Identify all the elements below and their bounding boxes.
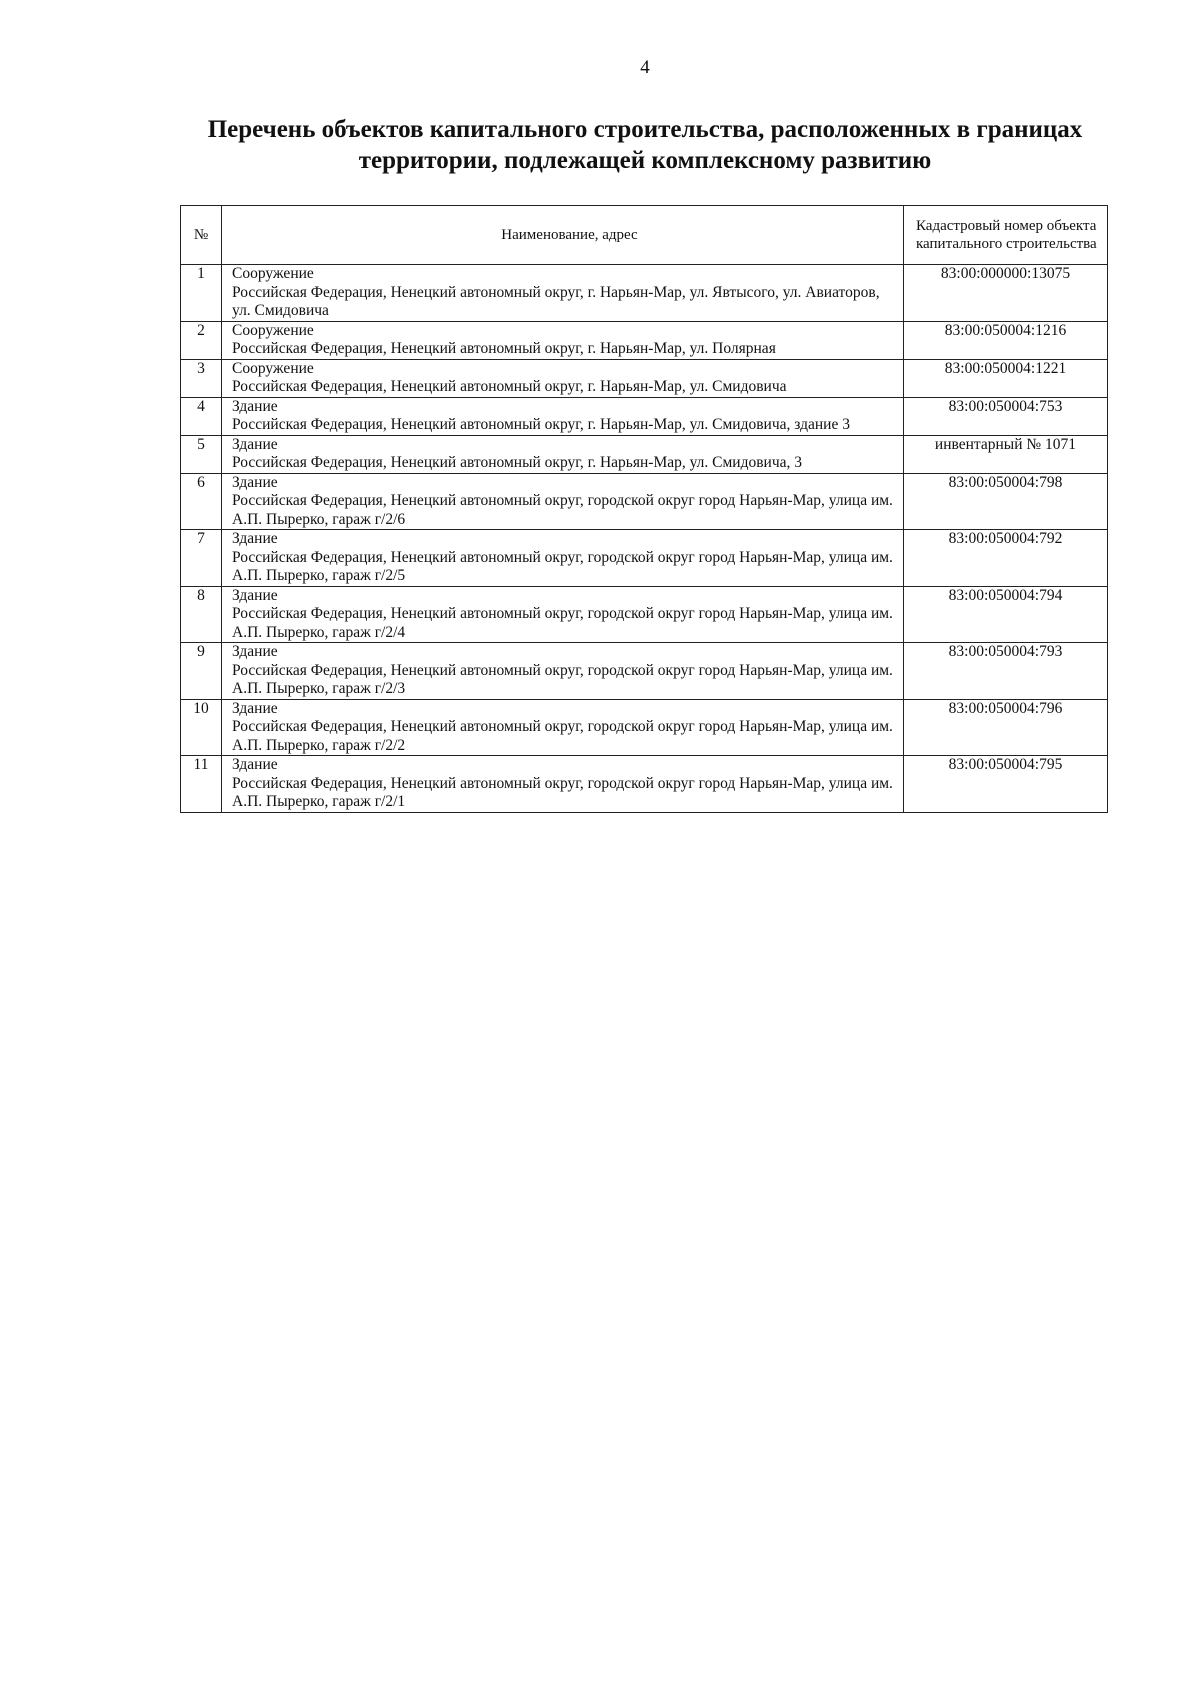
row-number: 5 — [181, 435, 222, 473]
row-number: 4 — [181, 397, 222, 435]
object-address: Российская Федерация, Ненецкий автономный округ, г. Нарьян-Мар, ул. Смидовича — [232, 378, 787, 395]
page-title-line-1: Перечень объектов капитального строительства, расположенных в границах — [207, 116, 1083, 143]
row-number: 9 — [181, 643, 222, 700]
object-address: Российская Федерация, Ненецкий автономный округ, г. Нарьян-Мар, ул. Смидовича, здание 3 — [232, 416, 850, 433]
table-row — [181, 435, 1108, 473]
row-name-address — [222, 359, 904, 397]
row-number: 2 — [181, 321, 222, 359]
table-row — [181, 265, 1108, 322]
table-row — [181, 699, 1108, 756]
object-type: Сооружение — [232, 321, 314, 339]
object-type: Здание — [232, 643, 278, 660]
table-row — [181, 756, 1108, 813]
table-row — [181, 359, 1108, 397]
row-cadastral-number: 83:00:050004:794 — [904, 586, 1108, 643]
table-header-row — [181, 206, 1108, 265]
table-row — [181, 397, 1108, 435]
object-type: Здание — [232, 756, 278, 773]
row-number: 7 — [181, 530, 222, 587]
object-address: Российская Федерация, Ненецкий автономный округ, городской округ город Нарьян-Мар, улица им. А.П. Пырерко, гараж г/2/2 — [232, 718, 893, 754]
table-row — [181, 586, 1108, 643]
row-cadastral-number: 83:00:050004:753 — [904, 397, 1108, 435]
object-type: Сооружение — [232, 265, 314, 282]
row-name-address — [222, 397, 904, 435]
row-name-address — [222, 643, 904, 700]
row-number: 11 — [181, 756, 222, 813]
objects-table — [180, 205, 1108, 813]
object-type: Здание — [232, 530, 278, 547]
header-number: № — [181, 206, 222, 265]
row-name-address — [222, 699, 904, 756]
row-cadastral-number: инвентарный № 1071 — [904, 435, 1108, 473]
header-name-address: Наименование, адрес — [222, 206, 904, 265]
row-number: 1 — [181, 265, 222, 322]
row-name-address — [222, 321, 904, 359]
row-cadastral-number: 83:00:000000:13075 — [904, 265, 1108, 322]
row-name-address — [222, 435, 904, 473]
row-name-address — [222, 530, 904, 587]
row-number: 3 — [181, 359, 222, 397]
row-cadastral-number: 83:00:050004:1216 — [904, 321, 1108, 359]
object-type: Здание — [232, 473, 278, 491]
table-header — [181, 206, 1108, 265]
page-title-line-2: территории, подлежащей комплексному развитию — [358, 147, 932, 174]
row-cadastral-number: 83:00:050004:793 — [904, 643, 1108, 700]
row-number: 6 — [181, 473, 222, 530]
object-address: Российская Федерация, Ненецкий автономный округ, г. Нарьян-Мар, ул. Явтысого, ул. Авиаторов, ул. Смидовича — [232, 283, 880, 319]
row-name-address — [222, 756, 904, 813]
object-type: Здание — [232, 435, 278, 453]
object-address: Российская Федерация, Ненецкий автономный округ, городской округ город Нарьян-Мар, улица им. А.П. Пырерко, гараж г/2/5 — [232, 548, 893, 584]
row-cadastral-number: 83:00:050004:795 — [904, 756, 1108, 813]
row-number: 8 — [181, 586, 222, 643]
object-type: Здание — [232, 397, 278, 415]
row-number: 10 — [181, 699, 222, 756]
object-address: Российская Федерация, Ненецкий автономный округ, г. Нарьян-Мар, ул. Смидовича, 3 — [232, 454, 803, 471]
row-cadastral-number: 83:00:050004:798 — [904, 473, 1108, 530]
row-cadastral-number: 83:00:050004:1221 — [904, 359, 1108, 397]
header-cadastral-number: Кадастровый номер объекта капитального строительства — [904, 206, 1108, 265]
table-row — [181, 321, 1108, 359]
table-row — [181, 473, 1108, 530]
row-cadastral-number: 83:00:050004:796 — [904, 699, 1108, 756]
object-address: Российская Федерация, Ненецкий автономный округ, городской округ город Нарьян-Мар, улица им. А.П. Пырерко, гараж г/2/6 — [232, 492, 893, 528]
object-address: Российская Федерация, Ненецкий автономный округ, городской округ город Нарьян-Мар, улица им. А.П. Пырерко, гараж г/2/1 — [232, 774, 893, 810]
object-type: Сооружение — [232, 359, 314, 377]
object-address: Российская Федерация, Ненецкий автономный округ, городской округ город Нарьян-Мар, улица им. А.П. Пырерко, гараж г/2/4 — [232, 605, 893, 641]
page-title — [150, 114, 1140, 176]
row-cadastral-number: 83:00:050004:792 — [904, 530, 1108, 587]
object-type: Здание — [232, 586, 278, 604]
table-row — [181, 643, 1108, 700]
row-name-address — [222, 473, 904, 530]
object-type: Здание — [232, 699, 278, 717]
row-name-address — [222, 265, 904, 322]
object-address: Российская Федерация, Ненецкий автономный округ, городской округ город Нарьян-Мар, улица им. А.П. Пырерко, гараж г/2/3 — [232, 661, 893, 697]
table-body — [181, 265, 1108, 813]
object-address: Российская Федерация, Ненецкий автономный округ, г. Нарьян-Мар, ул. Полярная — [232, 340, 776, 357]
table-row — [181, 530, 1108, 587]
row-name-address — [222, 586, 904, 643]
page-number: 4 — [640, 57, 650, 78]
